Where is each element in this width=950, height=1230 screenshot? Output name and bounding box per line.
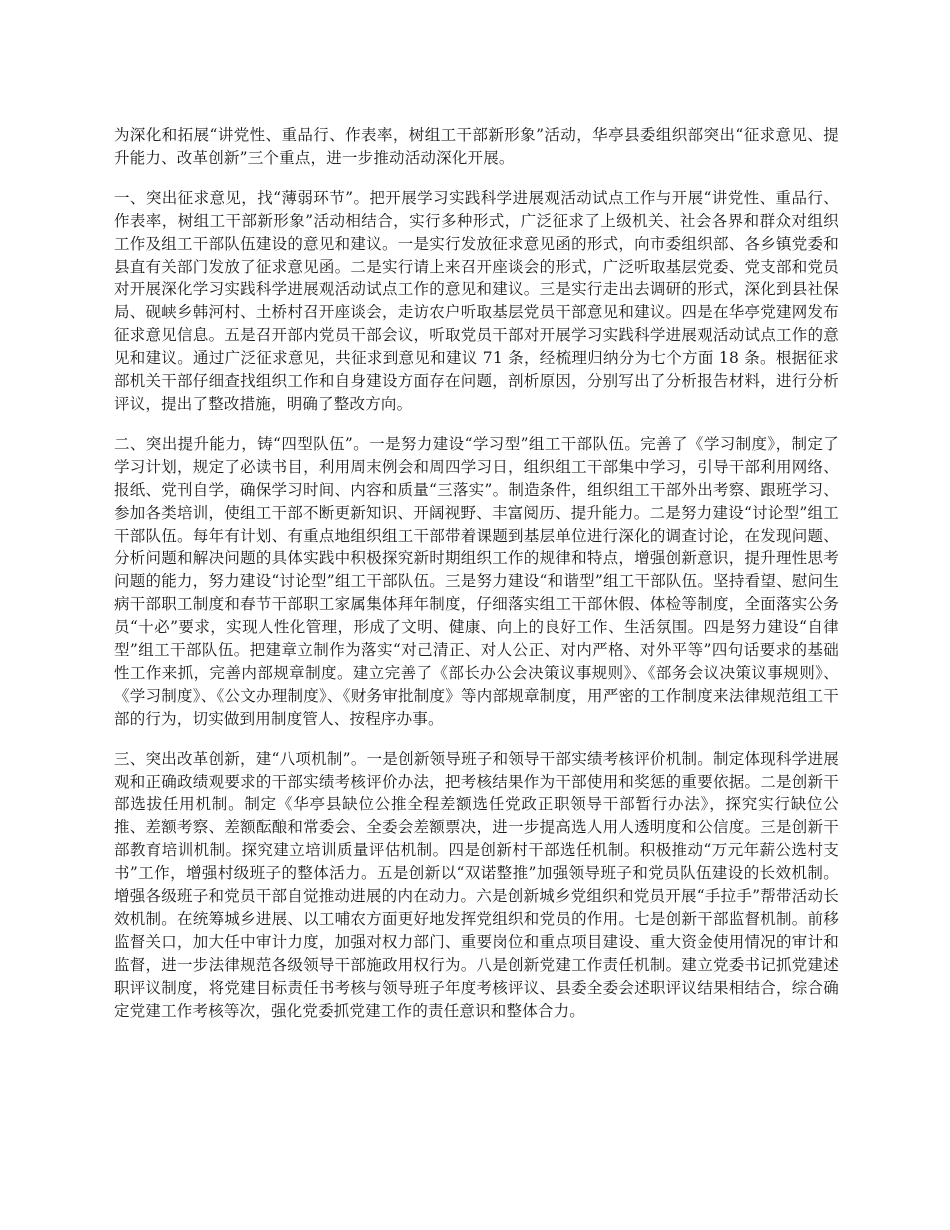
intro-paragraph: 为深化和拓展“讲党性、重品行、作表率，树组工干部新形象”活动，华亭县委组织部突出“征求意见、提升能力、改革创新”三个重点，进一步推动活动深化开展。 <box>114 126 839 167</box>
document-body <box>114 124 839 1040</box>
section-3-paragraph: 三、突出改革创新，建“八项机制”。一是创新领导班子和领导干部实绩考核评价机制。制定体现科学进展观和正确政绩观要求的干部实绩考核评价办法，把考核结果作为干部使用和奖惩的重要依据。二是创新干部选拔任用机制。制定《华亭县缺位公推全程差额选任党政正职领导干部暂行办法》，探究实行缺位公推、差额考察、差额酝酿和常委会、全委会差额票决，进一步提高选人用人透明度和公信度。三是创新干部教育培训机制。探究建立培训质量评估机制。四是创新村干部选任机制。积极推动“万元年薪公选村支书”工作，增强村级班子的整体活力。五是创新以“双诺整推”加强领导班子和党员队伍建设的长效机制。增强各级班子和党员干部自觉推动进展的内在动力。六是创新城乡党组织和党员开展“手拉手”帮带活动长效机制。在统筹城乡进展、以工哺农方面更好地发挥党组织和党员的作用。七是创新干部监督机制。前移监督关口，加大任中审计力度，加强对权力部门、重要岗位和重点项目建设、重大资金使用情况的审计和监督，进一步法律规范各级领导干部施政用权行为。八是创新党建工作责任机制。建立党委书记抓党建述职评议制度，将党建目标责任书考核与领导班子年度考核评议、县委全委会述职评议结果相结合，综合确定党建工作考核等次，强化党委抓党建工作的责任意识和整体合力。 <box>114 749 839 1020</box>
section-2-paragraph: 二、突出提升能力，铸“四型队伍”。一是努力建设“学习型”组工干部队伍。完善了《学习制度》，制定了学习计划，规定了必读书目，利用周末例会和周四学习日，组织组工干部集中学习，引导干部利用网络、报纸、党刊自学，确保学习时间、内容和质量“三落实”。制造条件，组织组工干部外出考察、跟班学习、参加各类培训，使组工干部不断更新知识、开阔视野、丰富阅历、提升能力。二是努力建设“讨论型”组工干部队伍。每年有计划、有重点地组织组工干部带着课题到基层单位进行深化的调查讨论，在发现问题、分析问题和解决问题的具体实践中积极探究新时期组织工作的规律和特点，增强创新意识，提升理性思考问题的能力，努力建设“讨论型”组工干部队伍。三是努力建设“和谐型”组工干部队伍。坚持看望、慰问生病干部职工制度和春节干部职工家属集体拜年制度，仔细落实组工干部休假、体检等制度，全面落实公务员“十必”要求，实现人性化管理，形成了文明、健康、向上的良好工作、生活氛围。四是努力建设“自律型”组工干部队伍。把建章立制作为落实“对己清正、对人公正、对内严格、对外平等”四句话要求的基础性工作来抓，完善内部规章制度。建立完善了《部长办公会决策议事规则》、《部务会议决策议事规则》、《学习制度》、《公文办理制度》、《财务审批制度》等内部规章制度，用严密的工作制度来法律规范组工干部的行为，切实做到用制度管人、按程序办事。 <box>114 434 839 728</box>
section-1-paragraph: 一、突出征求意见，找“薄弱环节”。把开展学习实践科学进展观活动试点工作与开展“讲党性、重品行、作表率，树组工干部新形象”活动相结合，实行多种形式，广泛征求了上级机关、社会各界和群众对组织工作及组工干部队伍建设的意见和建议。一是实行发放征求意见函的形式，向市委组织部、各乡镇党委和县直有关部门发放了征求意见函。二是实行请上来召开座谈会的形式，广泛听取基层党委、党支部和党员对开展深化学习实践科学进展观活动试点工作的意见和建议。三是实行走出去调研的形式，深化到县社保局、砚峡乡韩河村、土桥村召开座谈会，走访农户听取基层党员干部意见和建议。四是在华亭党建网发布征求意见信息。五是召开部内党员干部会议，听取党员干部对开展学习实践科学进展观活动试点工作的意见和建议。通过广泛征求意见，共征求到意见和建议 71 条，经梳理归纳分为七个方面 18 条。根据征求部机关干部仔细查找组织工作和自身建设方面存在问题，剖析原因，分别写出了分析报告材料，进行分析评议，提出了整改措施，明确了整改方向。 <box>114 188 839 413</box>
